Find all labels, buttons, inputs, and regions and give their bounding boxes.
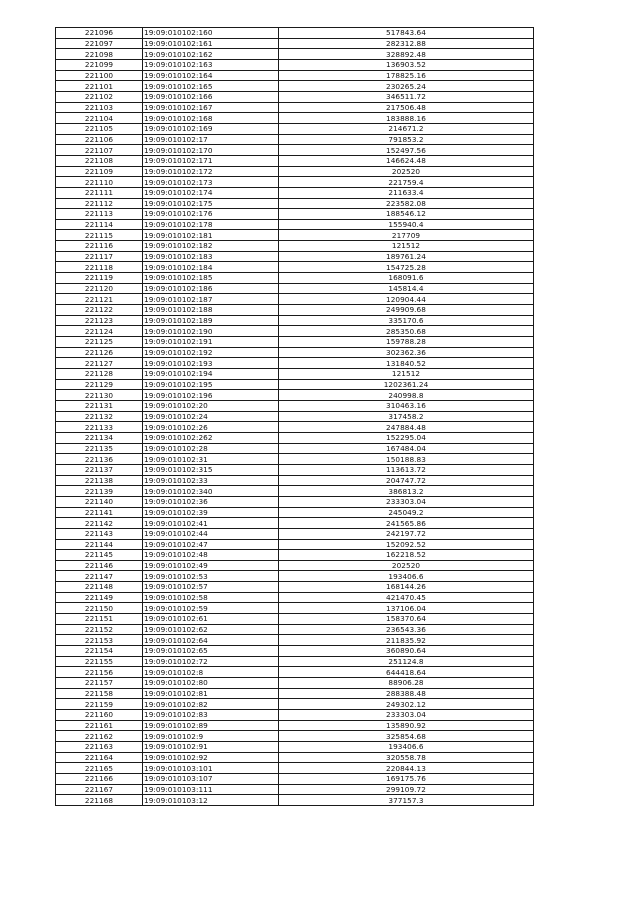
cadastral-number-cell: 19:09:010102:47	[143, 539, 279, 550]
row-number-cell: 221156	[56, 667, 143, 678]
cadastral-number-cell: 19:09:010102:160	[143, 28, 279, 39]
table-row	[56, 155, 534, 166]
cadastral-number-cell: 19:09:010102:168	[143, 113, 279, 124]
table-row	[56, 710, 534, 721]
value-cell: 150188.83	[279, 454, 534, 465]
cadastral-number-cell: 19:09:010102:26	[143, 422, 279, 433]
cadastral-number-cell: 19:09:010102:188	[143, 305, 279, 316]
table-row	[56, 539, 534, 550]
cadastral-number-cell: 19:09:010102:17	[143, 134, 279, 145]
value-cell: 421470.45	[279, 592, 534, 603]
cadastral-number-cell: 19:09:010102:191	[143, 337, 279, 348]
value-cell: 183888.16	[279, 113, 534, 124]
table-row	[56, 550, 534, 561]
value-cell: 159788.28	[279, 337, 534, 348]
cadastral-number-cell: 19:09:010102:164	[143, 70, 279, 81]
table-row	[56, 624, 534, 635]
cadastral-number-cell: 19:09:010102:39	[143, 507, 279, 518]
table-row	[56, 294, 534, 305]
row-number-cell: 221158	[56, 688, 143, 699]
value-cell: 223582.08	[279, 198, 534, 209]
table-row	[56, 528, 534, 539]
cadastral-number-cell: 19:09:010102:72	[143, 656, 279, 667]
row-number-cell: 221112	[56, 198, 143, 209]
table-row	[56, 187, 534, 198]
table-row	[56, 571, 534, 582]
value-cell: 285350.68	[279, 326, 534, 337]
value-cell: 644418.64	[279, 667, 534, 678]
value-cell: 152092.52	[279, 539, 534, 550]
row-number-cell: 221132	[56, 411, 143, 422]
table-row	[56, 209, 534, 220]
row-number-cell: 221165	[56, 763, 143, 774]
value-cell: 217709	[279, 230, 534, 241]
value-cell: 310463.16	[279, 400, 534, 411]
row-number-cell: 221142	[56, 518, 143, 529]
cadastral-number-cell: 19:09:010102:340	[143, 486, 279, 497]
value-cell: 135890.92	[279, 720, 534, 731]
cadastral-number-cell: 19:09:010103:101	[143, 763, 279, 774]
value-cell: 136903.52	[279, 59, 534, 70]
cadastral-number-cell: 19:09:010102:49	[143, 560, 279, 571]
value-cell: 299109.72	[279, 784, 534, 795]
table-row	[56, 422, 534, 433]
table-row	[56, 773, 534, 784]
row-number-cell: 221163	[56, 741, 143, 752]
table-row	[56, 560, 534, 571]
row-number-cell: 221146	[56, 560, 143, 571]
cadastral-number-cell: 19:09:010102:64	[143, 635, 279, 646]
table-row	[56, 667, 534, 678]
cadastral-number-cell: 19:09:010102:315	[143, 464, 279, 475]
cadastral-number-cell: 19:09:010102:184	[143, 262, 279, 273]
table-row	[56, 337, 534, 348]
cadastral-number-cell: 19:09:010102:174	[143, 187, 279, 198]
row-number-cell: 221123	[56, 315, 143, 326]
cadastral-number-cell: 19:09:010102:193	[143, 358, 279, 369]
cadastral-value-table	[55, 27, 534, 806]
cadastral-number-cell: 19:09:010102:53	[143, 571, 279, 582]
table-row	[56, 145, 534, 156]
cadastral-number-cell: 19:09:010102:262	[143, 432, 279, 443]
cadastral-number-cell: 19:09:010102:189	[143, 315, 279, 326]
cadastral-number-cell: 19:09:010103:12	[143, 795, 279, 806]
table-row	[56, 518, 534, 529]
value-cell: 288388.48	[279, 688, 534, 699]
table-row	[56, 432, 534, 443]
value-cell: 791853.2	[279, 134, 534, 145]
row-number-cell: 221139	[56, 486, 143, 497]
cadastral-number-cell: 19:09:010102:195	[143, 379, 279, 390]
table-row	[56, 496, 534, 507]
table-row	[56, 251, 534, 262]
value-cell: 346511.72	[279, 91, 534, 102]
cadastral-number-cell: 19:09:010102:182	[143, 241, 279, 252]
table-body	[56, 28, 534, 806]
value-cell: 221759.4	[279, 177, 534, 188]
row-number-cell: 221098	[56, 49, 143, 60]
cadastral-number-cell: 19:09:010102:166	[143, 91, 279, 102]
row-number-cell: 221144	[56, 539, 143, 550]
row-number-cell: 221105	[56, 123, 143, 134]
cadastral-number-cell: 19:09:010102:173	[143, 177, 279, 188]
value-cell: 211835.92	[279, 635, 534, 646]
table-row	[56, 592, 534, 603]
cadastral-number-cell: 19:09:010102:187	[143, 294, 279, 305]
cadastral-number-cell: 19:09:010102:83	[143, 710, 279, 721]
row-number-cell: 221117	[56, 251, 143, 262]
cadastral-number-cell: 19:09:010102:163	[143, 59, 279, 70]
row-number-cell: 221141	[56, 507, 143, 518]
row-number-cell: 221119	[56, 273, 143, 284]
value-cell: 377157.3	[279, 795, 534, 806]
table-row	[56, 411, 534, 422]
value-cell: 137106.04	[279, 603, 534, 614]
value-cell: 178825.16	[279, 70, 534, 81]
value-cell: 335170.6	[279, 315, 534, 326]
table-row	[56, 177, 534, 188]
cadastral-number-cell: 19:09:010102:57	[143, 582, 279, 593]
value-cell: 155940.4	[279, 219, 534, 230]
value-cell: 230265.24	[279, 81, 534, 92]
cadastral-number-cell: 19:09:010102:167	[143, 102, 279, 113]
value-cell: 146624.48	[279, 155, 534, 166]
row-number-cell: 221161	[56, 720, 143, 731]
value-cell: 241565.86	[279, 518, 534, 529]
table-row	[56, 123, 534, 134]
table-row	[56, 230, 534, 241]
value-cell: 251124.8	[279, 656, 534, 667]
table-row	[56, 358, 534, 369]
value-cell: 220844.13	[279, 763, 534, 774]
row-number-cell: 221128	[56, 369, 143, 380]
table-row	[56, 614, 534, 625]
row-number-cell: 221137	[56, 464, 143, 475]
table-row	[56, 283, 534, 294]
cadastral-number-cell: 19:09:010102:62	[143, 624, 279, 635]
value-cell: 1202361.24	[279, 379, 534, 390]
value-cell: 325854.68	[279, 731, 534, 742]
row-number-cell: 221134	[56, 432, 143, 443]
row-number-cell: 221155	[56, 656, 143, 667]
table-row	[56, 241, 534, 252]
table-row	[56, 475, 534, 486]
table-row	[56, 91, 534, 102]
cadastral-number-cell: 19:09:010102:28	[143, 443, 279, 454]
cadastral-number-cell: 19:09:010102:172	[143, 166, 279, 177]
table-row	[56, 635, 534, 646]
row-number-cell: 221124	[56, 326, 143, 337]
value-cell: 168144.26	[279, 582, 534, 593]
value-cell: 245049.2	[279, 507, 534, 518]
row-number-cell: 221097	[56, 38, 143, 49]
table-row	[56, 646, 534, 657]
cadastral-number-cell: 19:09:010102:80	[143, 678, 279, 689]
cadastral-number-cell: 19:09:010102:61	[143, 614, 279, 625]
row-number-cell: 221135	[56, 443, 143, 454]
value-cell: 152295.04	[279, 432, 534, 443]
row-number-cell: 221152	[56, 624, 143, 635]
cadastral-number-cell: 19:09:010102:186	[143, 283, 279, 294]
value-cell: 242197.72	[279, 528, 534, 539]
row-number-cell: 221145	[56, 550, 143, 561]
row-number-cell: 221116	[56, 241, 143, 252]
row-number-cell: 221162	[56, 731, 143, 742]
row-number-cell: 221111	[56, 187, 143, 198]
row-number-cell: 221130	[56, 390, 143, 401]
table-row	[56, 28, 534, 39]
table-row	[56, 113, 534, 124]
value-cell: 188546.12	[279, 209, 534, 220]
table-row	[56, 326, 534, 337]
cadastral-number-cell: 19:09:010102:165	[143, 81, 279, 92]
table-row	[56, 198, 534, 209]
row-number-cell: 221150	[56, 603, 143, 614]
value-cell: 320558.78	[279, 752, 534, 763]
cadastral-number-cell: 19:09:010102:171	[143, 155, 279, 166]
cadastral-number-cell: 19:09:010102:92	[143, 752, 279, 763]
row-number-cell: 221096	[56, 28, 143, 39]
table-row	[56, 763, 534, 774]
table-row	[56, 454, 534, 465]
table-row	[56, 369, 534, 380]
cadastral-number-cell: 19:09:010102:44	[143, 528, 279, 539]
row-number-cell: 221108	[56, 155, 143, 166]
cadastral-number-cell: 19:09:010102:194	[143, 369, 279, 380]
value-cell: 193406.6	[279, 741, 534, 752]
value-cell: 158370.64	[279, 614, 534, 625]
cadastral-number-cell: 19:09:010102:190	[143, 326, 279, 337]
table-row	[56, 315, 534, 326]
value-cell: 169175.76	[279, 773, 534, 784]
cadastral-number-cell: 19:09:010103:111	[143, 784, 279, 795]
table-row	[56, 262, 534, 273]
cadastral-number-cell: 19:09:010102:170	[143, 145, 279, 156]
cadastral-number-cell: 19:09:010102:176	[143, 209, 279, 220]
value-cell: 204747.72	[279, 475, 534, 486]
row-number-cell: 221118	[56, 262, 143, 273]
value-cell: 517843.64	[279, 28, 534, 39]
value-cell: 202520	[279, 166, 534, 177]
value-cell: 145814.4	[279, 283, 534, 294]
row-number-cell: 221103	[56, 102, 143, 113]
table-row	[56, 166, 534, 177]
cadastral-number-cell: 19:09:010102:31	[143, 454, 279, 465]
table-row	[56, 582, 534, 593]
value-cell: 386813.2	[279, 486, 534, 497]
value-cell: 236543.36	[279, 624, 534, 635]
row-number-cell: 221110	[56, 177, 143, 188]
cadastral-number-cell: 19:09:010102:82	[143, 699, 279, 710]
cadastral-number-cell: 19:09:010102:24	[143, 411, 279, 422]
value-cell: 249302.12	[279, 699, 534, 710]
value-cell: 154725.28	[279, 262, 534, 273]
cadastral-number-cell: 19:09:010102:196	[143, 390, 279, 401]
cadastral-number-cell: 19:09:010102:192	[143, 347, 279, 358]
value-cell: 217506.48	[279, 102, 534, 113]
value-cell: 120904.44	[279, 294, 534, 305]
cadastral-number-cell: 19:09:010102:175	[143, 198, 279, 209]
cadastral-number-cell: 19:09:010102:169	[143, 123, 279, 134]
cadastral-number-cell: 19:09:010102:59	[143, 603, 279, 614]
cadastral-number-cell: 19:09:010102:9	[143, 731, 279, 742]
table-row	[56, 678, 534, 689]
row-number-cell: 221115	[56, 230, 143, 241]
value-cell: 282312.88	[279, 38, 534, 49]
table-row	[56, 219, 534, 230]
table-row	[56, 688, 534, 699]
cadastral-number-cell: 19:09:010102:91	[143, 741, 279, 752]
cadastral-number-cell: 19:09:010102:48	[143, 550, 279, 561]
cadastral-number-cell: 19:09:010102:41	[143, 518, 279, 529]
row-number-cell: 221131	[56, 400, 143, 411]
cadastral-number-cell: 19:09:010102:185	[143, 273, 279, 284]
value-cell: 193406.6	[279, 571, 534, 582]
value-cell: 233303.04	[279, 710, 534, 721]
table-row	[56, 464, 534, 475]
value-cell: 113613.72	[279, 464, 534, 475]
value-cell: 162218.52	[279, 550, 534, 561]
table-row	[56, 390, 534, 401]
value-cell: 317458.2	[279, 411, 534, 422]
table-row	[56, 59, 534, 70]
value-cell: 121512	[279, 241, 534, 252]
row-number-cell: 221147	[56, 571, 143, 582]
value-cell: 240998.8	[279, 390, 534, 401]
row-number-cell: 221104	[56, 113, 143, 124]
cadastral-number-cell: 19:09:010102:33	[143, 475, 279, 486]
table-row	[56, 70, 534, 81]
table-row	[56, 49, 534, 60]
row-number-cell: 221126	[56, 347, 143, 358]
row-number-cell: 221148	[56, 582, 143, 593]
row-number-cell: 221153	[56, 635, 143, 646]
value-cell: 233303.04	[279, 496, 534, 507]
cadastral-number-cell: 19:09:010102:89	[143, 720, 279, 731]
row-number-cell: 221114	[56, 219, 143, 230]
row-number-cell: 221122	[56, 305, 143, 316]
cadastral-number-cell: 19:09:010102:181	[143, 230, 279, 241]
table-row	[56, 603, 534, 614]
value-cell: 328892.48	[279, 49, 534, 60]
table-row	[56, 784, 534, 795]
table-row	[56, 486, 534, 497]
table-row	[56, 656, 534, 667]
row-number-cell: 221133	[56, 422, 143, 433]
value-cell: 152497.56	[279, 145, 534, 156]
table-row	[56, 720, 534, 731]
row-number-cell: 221106	[56, 134, 143, 145]
row-number-cell: 221160	[56, 710, 143, 721]
row-number-cell: 221149	[56, 592, 143, 603]
cadastral-number-cell: 19:09:010102:183	[143, 251, 279, 262]
row-number-cell: 221100	[56, 70, 143, 81]
row-number-cell: 221121	[56, 294, 143, 305]
table-row	[56, 379, 534, 390]
value-cell: 168091.6	[279, 273, 534, 284]
value-cell: 167484.04	[279, 443, 534, 454]
table-row	[56, 134, 534, 145]
table-row	[56, 741, 534, 752]
row-number-cell: 221125	[56, 337, 143, 348]
cadastral-number-cell: 19:09:010102:162	[143, 49, 279, 60]
row-number-cell: 221109	[56, 166, 143, 177]
cadastral-number-cell: 19:09:010102:81	[143, 688, 279, 699]
value-cell: 121512	[279, 369, 534, 380]
row-number-cell: 221136	[56, 454, 143, 465]
table-row	[56, 699, 534, 710]
value-cell: 202520	[279, 560, 534, 571]
cadastral-number-cell: 19:09:010102:8	[143, 667, 279, 678]
value-cell: 360890.64	[279, 646, 534, 657]
row-number-cell: 221168	[56, 795, 143, 806]
row-number-cell: 221127	[56, 358, 143, 369]
row-number-cell: 221151	[56, 614, 143, 625]
row-number-cell: 221159	[56, 699, 143, 710]
value-cell: 211633.4	[279, 187, 534, 198]
value-cell: 249909.68	[279, 305, 534, 316]
cadastral-number-cell: 19:09:010102:178	[143, 219, 279, 230]
cadastral-number-cell: 19:09:010103:107	[143, 773, 279, 784]
row-number-cell: 221102	[56, 91, 143, 102]
row-number-cell: 221140	[56, 496, 143, 507]
row-number-cell: 221167	[56, 784, 143, 795]
row-number-cell: 221166	[56, 773, 143, 784]
cadastral-number-cell: 19:09:010102:36	[143, 496, 279, 507]
table-row	[56, 305, 534, 316]
table-row	[56, 273, 534, 284]
table-row	[56, 400, 534, 411]
table-row	[56, 752, 534, 763]
cadastral-number-cell: 19:09:010102:20	[143, 400, 279, 411]
table-row	[56, 38, 534, 49]
row-number-cell: 221113	[56, 209, 143, 220]
value-cell: 131840.52	[279, 358, 534, 369]
row-number-cell: 221154	[56, 646, 143, 657]
value-cell: 247884.48	[279, 422, 534, 433]
table-row	[56, 81, 534, 92]
row-number-cell: 221164	[56, 752, 143, 763]
row-number-cell: 221143	[56, 528, 143, 539]
row-number-cell: 221101	[56, 81, 143, 92]
row-number-cell: 221099	[56, 59, 143, 70]
table-row	[56, 443, 534, 454]
cadastral-number-cell: 19:09:010102:58	[143, 592, 279, 603]
value-cell: 88906.28	[279, 678, 534, 689]
row-number-cell: 221138	[56, 475, 143, 486]
table-row	[56, 507, 534, 518]
row-number-cell: 221129	[56, 379, 143, 390]
value-cell: 214671.2	[279, 123, 534, 134]
table-row	[56, 347, 534, 358]
row-number-cell: 221107	[56, 145, 143, 156]
cadastral-number-cell: 19:09:010102:65	[143, 646, 279, 657]
value-cell: 302362.36	[279, 347, 534, 358]
row-number-cell: 221157	[56, 678, 143, 689]
table-row	[56, 731, 534, 742]
row-number-cell: 221120	[56, 283, 143, 294]
table-row	[56, 795, 534, 806]
value-cell: 189761.24	[279, 251, 534, 262]
cadastral-number-cell: 19:09:010102:161	[143, 38, 279, 49]
table-row	[56, 102, 534, 113]
